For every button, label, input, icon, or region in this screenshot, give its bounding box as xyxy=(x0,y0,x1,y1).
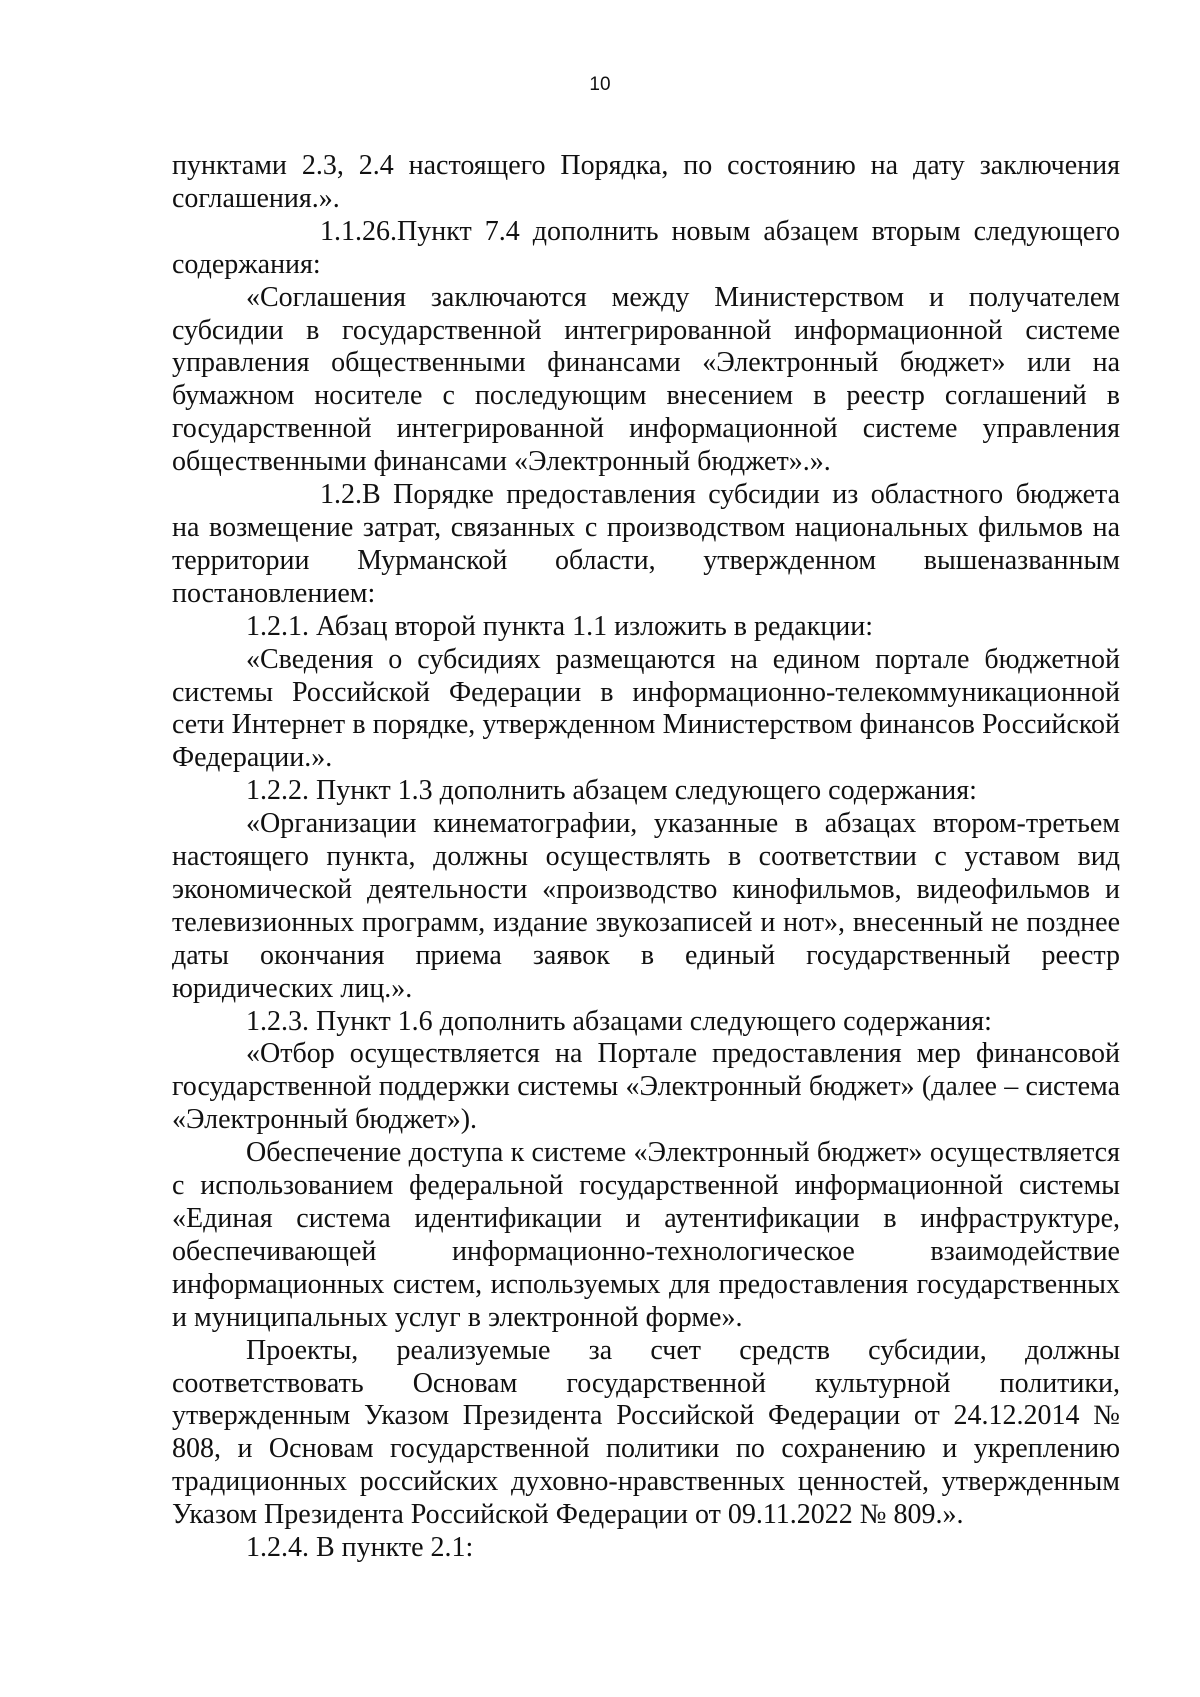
page-number: 10 xyxy=(589,74,611,95)
paragraph-quote-selection: «Отбор осуществляется на Портале предоставления мер финансовой государственной поддержки системы «Электронный бюджет» (далее – система «Электронный бюджет»). xyxy=(172,1038,1120,1136)
document-body xyxy=(172,150,1120,1565)
paragraph-quote-subsidy-info: «Сведения о субсидиях размещаются на едином портале бюджетной системы Российской Федерации в информационно-телекоммуникационной сети Интернет в порядке, утвержденном Министерством финансов Российской Федерации.». xyxy=(172,643,1120,774)
paragraph-item-1-2-1: 1.2.1. Абзац второй пункта 1.1 изложить в редакции: xyxy=(246,610,874,642)
paragraph-projects: Проекты, реализуемые за счет средств субсидии, должны соответствовать Основам государственной культурной политики, утвержденным Указом Президента Российской Федерации от 24.12.2014 № 808, и Основам государственной политики по сохранению и укреплению традиционных российских духовно-нравственных ценностей, утвержденным Указом Президента Российской Федерации от 09.11.2022 № 809.». xyxy=(172,1334,1120,1531)
paragraph-quote-agreements: «Соглашения заключаются между Министерством и получателем субсидии в государственной интегрированной информационной системе управления общественными финансами «Электронный бюджет» или на бумажном носителе с последующим внесением в реестр соглашений в государственной интегрированной информационной системе управления общественными финансами «Электронный бюджет».». xyxy=(172,281,1120,478)
item-number: 1.1.26. xyxy=(320,215,397,247)
item-text: В Порядке предоставления субсидии из областного бюджета на возмещение затрат, связанных с производством национальных фильмов на территории Мурманской области, утвержденном вышеназванным постановлением: xyxy=(172,479,1120,609)
paragraph-item-1-1-26 xyxy=(172,216,1120,282)
item-text: Пункт 7.4 дополнить новым абзацем вторым следующего содержания: xyxy=(172,215,1120,280)
paragraph-item-1-2-4: 1.2.4. В пункте 2.1: xyxy=(246,1532,474,1564)
paragraph-quote-cinema-organizations: «Организации кинематографии, указанные в абзацах втором-третьем настоящего пункта, должны осуществлять в соответствии с уставом вид экономической деятельности «производство кинофильмов, видеофильмов и телевизионных программ, издание звукозаписей и нот», внесенный не позднее даты окончания приема заявок в единый государственный реестр юридических лиц.». xyxy=(172,808,1120,1004)
paragraph-continuation: пунктами 2.3, 2.4 настоящего Порядка, по состоянию на дату заключения соглашения.». xyxy=(172,150,1120,214)
paragraph-item-1-2-2: 1.2.2. Пункт 1.3 дополнить абзацем следующего содержания: xyxy=(246,775,977,807)
paragraph-item-1-2 xyxy=(172,479,1120,611)
item-number: 1.2. xyxy=(320,479,362,511)
paragraph-item-1-2-3: 1.2.3. Пункт 1.6 дополнить абзацами следующего содержания: xyxy=(246,1005,992,1037)
paragraph-access: Обеспечение доступа к системе «Электронный бюджет» осуществляется с использованием федеральной государственной информационной системы «Единая система идентификации и аутентификации в инфраструктуре, обеспечивающей информационно-технологическое взаимодействие информационных систем, используемых для предоставления государственных и муниципальных услуг в электронной форме». xyxy=(172,1137,1120,1333)
